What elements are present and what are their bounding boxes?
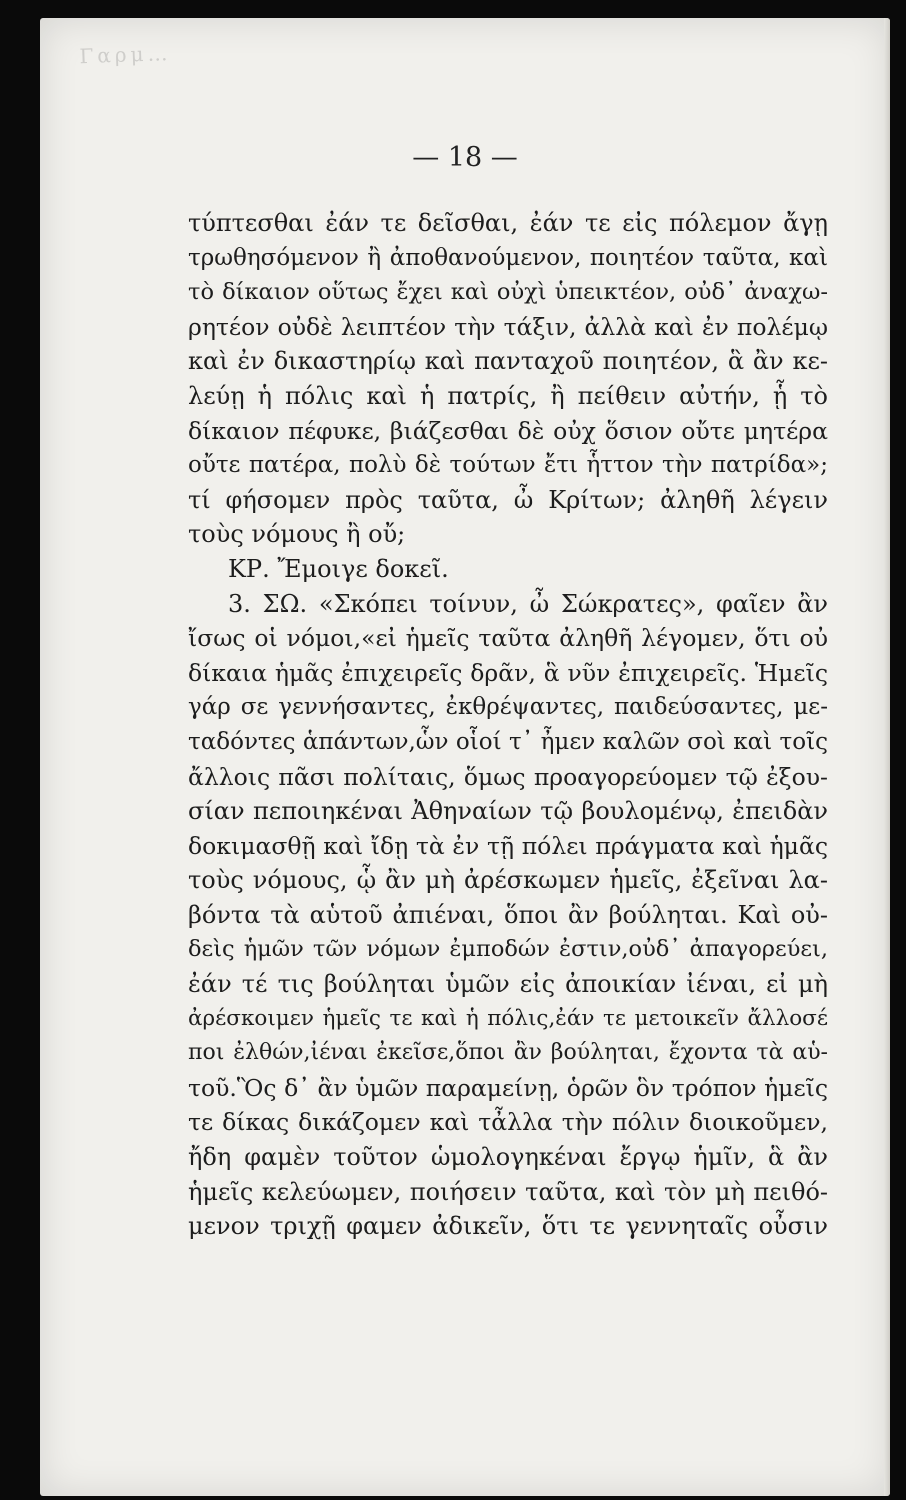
- text-line: λεύῃ ἡ πόλις καὶ ἡ πατρίς, ἢ πείθειν αὐτήν, ᾗ τὸ: [188, 381, 828, 410]
- text-line: μενον τριχῇ φαμεν ἀδικεῖν, ὅτι τε γεννηταῖς οὖσιν: [188, 1212, 828, 1241]
- text-line: δοκιμασθῇ καὶ ἴδῃ τὰ ἐν τῇ πόλει πράγματα καὶ ἡμᾶς: [188, 831, 828, 860]
- text-line: γάρ σε γεννήσαντες, ἐκθρέψαντες, παιδεύσαντες, με-: [188, 694, 828, 721]
- text-line: τύπτεσθαι ἐάν τε δεῖσθαι, ἐάν τε εἰς πόλεμον ἄγῃ: [188, 209, 828, 237]
- text-line: βόντα τὰ αὑτοῦ ἀπιέναι, ὅποι ἂν βούληται. Καὶ οὐ-: [188, 900, 828, 929]
- text-line: τρωθησόμενον ἢ ἀποθανούμενον, ποιητέον ταῦτα, καὶ: [188, 244, 828, 271]
- body-text: [188, 206, 828, 1244]
- text-line: τοὺς νόμους ἢ οὔ;: [188, 520, 406, 549]
- text-line: δίκαιον πέφυκε, βιάζεσθαι δὲ οὐχ ὅσιον οὔτε μητέρα: [188, 416, 828, 445]
- section-start-line: 3. ΣΩ. «Σκόπει τοίνυν, ὦ Σώκρατες», φαῖεν ἂν: [228, 589, 828, 618]
- page-edge: [884, 18, 890, 1496]
- text-line: ἐάν τέ τις βούληται ὑμῶν εἰς ἀποικίαν ἰέναι, εἰ μὴ: [188, 970, 828, 999]
- text-line: ἤδη φαμὲν τοῦτον ὡμολογηκέναι ἔργῳ ἡμῖν, ἃ ἂν: [188, 1143, 828, 1172]
- text-line: τοῦ.Ὃς δ᾽ ἂν ὑμῶν παραμείνῃ, ὁρῶν ὃν τρόπον ἡμεῖς: [188, 1073, 828, 1102]
- text-line: ἀρέσκοιμεν ἡμεῖς τε καὶ ἡ πόλις,ἐάν τε μετοικεῖν ἄλλοσέ: [188, 1005, 828, 1031]
- text-line: ἴσως οἱ νόμοι,«εἰ ἡμεῖς ταῦτα ἀληθῆ λέγομεν, ὅτι οὐ: [188, 624, 828, 653]
- text-line: ἡμεῖς κελεύωμεν, ποιήσειν ταῦτα, καὶ τὸν μὴ πειθό-: [188, 1177, 828, 1206]
- book-page: [40, 18, 890, 1496]
- page-number: — 18 —: [412, 142, 518, 173]
- text-line: δεὶς ἡμῶν τῶν νόμων ἐμποδών ἐστιν,οὐδ᾽ ἀπαγορεύει,: [188, 936, 828, 963]
- text-line: σίαν πεποιηκέναι Ἀθηναίων τῷ βουλομένῳ, ἐπειδὰν: [188, 797, 828, 826]
- text-line: καὶ ἐν δικαστηρίῳ καὶ πανταχοῦ ποιητέον, ἃ ἂν κε-: [188, 347, 828, 376]
- text-line: τε δίκας δικάζομεν καὶ τἆλλα τὴν πόλιν διοικοῦμεν,: [188, 1108, 828, 1137]
- text-line: τὸ δίκαιον οὕτως ἔχει καὶ οὐχὶ ὑπεικτέον, οὐδ᾽ ἀναχω-: [188, 279, 828, 306]
- text-line: δίκαια ἡμᾶς ἐπιχειρεῖς δρᾶν, ἃ νῦν ἐπιχειρεῖς. Ἡμεῖς: [188, 658, 828, 687]
- text-line: τί φήσομεν πρὸς ταῦτα, ὦ Κρίτων; ἀληθῆ λέγειν: [188, 485, 828, 514]
- text-line: τοὺς νόμους, ᾧ ἂν μὴ ἀρέσκωμεν ἡμεῖς, ἐξεῖναι λα-: [188, 866, 828, 895]
- text-line: οὔτε πατέρα, πολὺ δὲ τούτων ἔτι ἧττον τὴν πατρίδα»;: [188, 452, 828, 479]
- speaker-line: ΚΡ. Ἔμοιγε δοκεῖ.: [228, 554, 449, 583]
- faint-stamp: Γαρμ…: [79, 40, 172, 69]
- text-line: ταδόντες ἁπάντων,ὧν οἷοί τ᾽ ἦμεν καλῶν σοὶ καὶ τοῖς: [188, 728, 828, 755]
- text-line: ἄλλοις πᾶσι πολίταις, ὅμως προαγορεύομεν τῷ ἐξου-: [188, 762, 828, 791]
- text-line: ποι ἐλθών,ἰέναι ἐκεῖσε,ὅποι ἂν βούληται, ἔχοντα τὰ αὑ-: [188, 1040, 828, 1066]
- text-line: ρητέον οὐδὲ λειπτέον τὴν τάξιν, ἀλλὰ καὶ ἐν πολέμῳ: [188, 312, 828, 341]
